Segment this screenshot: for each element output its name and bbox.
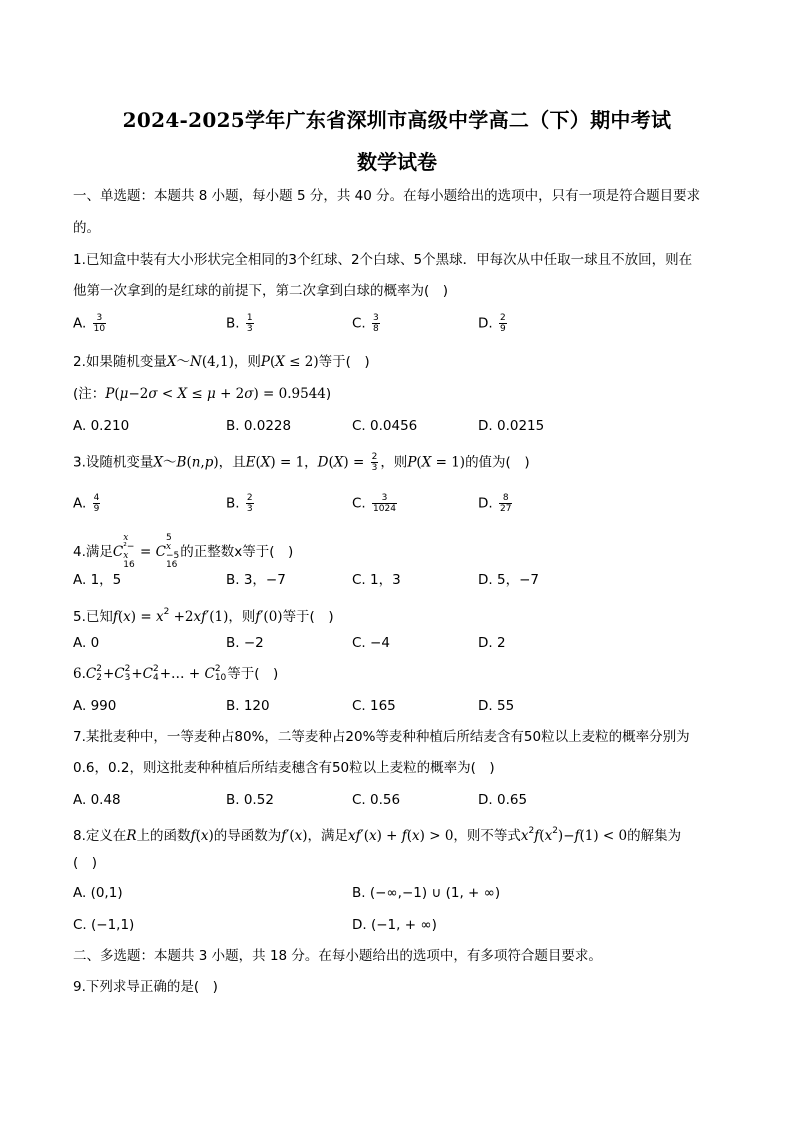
q4-text: 4.满足C x ²− x 16 = C 5 x −5 16 的正整数x等于( ) [73, 533, 294, 570]
q3-option-c: C. $\frac{3}{1024}$ [352, 493, 396, 514]
q2-text: 2.如果随机变量X～N(4,1)，则P(X ≤ 2)等于( ) [73, 354, 370, 370]
section2-heading: 二、多选题：本题共 3 小题，共 18 分。在每小题给出的选项中，有多项符合题目要求。 [73, 948, 602, 964]
q5-option-c: C. −4 [352, 635, 390, 651]
q5-option-b: B. −2 [226, 635, 264, 651]
q8-option-c: C. (−1,1) [73, 917, 135, 933]
q4-option-b: B. 3，−7 [226, 572, 286, 588]
q2-note: (注：P(μ−2σ < X ≤ μ + 2σ) = 0.9544) [73, 386, 332, 402]
q4-option-a: A. 1，5 [73, 572, 122, 588]
q7-option-c: C. 0.56 [352, 792, 401, 808]
q6-option-d: D. 55 [478, 698, 515, 714]
q1-text-cont: 他第一次拿到的是红球的前提下，第二次拿到白球的概率为( ) [73, 283, 449, 299]
q6-option-c: C. 165 [352, 698, 396, 714]
q8-text-cont: ( ) [73, 855, 98, 871]
q3-option-d: D. $\frac{8}{27}$ [478, 493, 512, 514]
exam-title: 2024-2025学年广东省深圳市高级中学高二（下）期中考试 [122, 108, 672, 132]
q7-text-cont: 0.6，0.2，则这批麦种种植后所结麦穗含有50粒以上麦粒的概率为( ) [73, 760, 495, 776]
section1-heading-cont: 的。 [73, 220, 100, 236]
q1-option-c: C. $\frac{3}{8}$ [352, 313, 379, 334]
q9-text: 9.下列求导正确的是( ) [73, 979, 218, 995]
q8-option-d: D. (−1, + ∞) [352, 917, 437, 933]
q8-option-b: B. (−∞,−1) ∪ (1, + ∞) [352, 885, 501, 901]
q1-text: 1.已知盒中装有大小形状完全相同的3个红球、2个白球、5个黑球．甲每次从中任取一球且不放回，则在 [73, 252, 693, 268]
q5-option-a: A. 0 [73, 635, 100, 651]
q2-option-b: B. 0.0228 [226, 418, 292, 434]
section1-heading: 一、单选题：本题共 8 小题，每小题 5 分，共 40 分。在每小题给出的选项中，只有一项是符合题目要求 [73, 188, 701, 204]
q5-text: 5.已知$f(x) = x^2 +2xf'(1)$，则f′(0)等于( ) [73, 607, 334, 625]
q1-option-d: D. $\frac{2}{9}$ [478, 313, 506, 334]
q2-option-c: C. 0.0456 [352, 418, 418, 434]
q5-option-d: D. 2 [478, 635, 506, 651]
q3-text: 3.设随机变量X～B(n,p)，且E(X) = 1，D(X) = $\frac{2}{3}$ ，则P(X = 1)的值为( ) [73, 452, 530, 473]
q1-option-a: A. $\frac{3}{10}$ [73, 313, 106, 334]
q7-option-d: D. 0.65 [478, 792, 528, 808]
q6-option-a: A. 990 [73, 698, 117, 714]
q7-option-b: B. 0.52 [226, 792, 274, 808]
q1-option-b: B. $\frac{1}{3}$ [226, 313, 253, 334]
q7-option-a: A. 0.48 [73, 792, 121, 808]
q3-option-b: B. $\frac{2}{3}$ [226, 493, 253, 514]
q4-option-d: D. 5，−7 [478, 572, 539, 588]
q6-text: 6.C 2 2 +C 2 3 +C 2 4 +… + C 2 10 等于( ) [73, 664, 279, 683]
q3-option-a: A. $\frac{4}{9}$ [73, 493, 100, 514]
q7-text: 7.某批麦种中，一等麦种占80%，二等麦种占20%等麦种种植后所结麦含有50粒以上麦粒的概率分别为 [73, 729, 690, 745]
exam-subtitle: 数学试卷 [357, 150, 437, 174]
q8-option-a: A. (0,1) [73, 885, 123, 901]
q2-option-d: D. 0.0215 [478, 418, 545, 434]
q6-option-b: B. 120 [226, 698, 270, 714]
q4-option-c: C. 1，3 [352, 572, 401, 588]
q2-option-a: A. 0.210 [73, 418, 130, 434]
q8-text: 8.定义在R上的函数f(x)的导函数为f′(x)，满足xf′(x) + f(x) > 0，则不等式$x^2f(x^2)-f(1) < 0$的解集为 [73, 826, 682, 844]
